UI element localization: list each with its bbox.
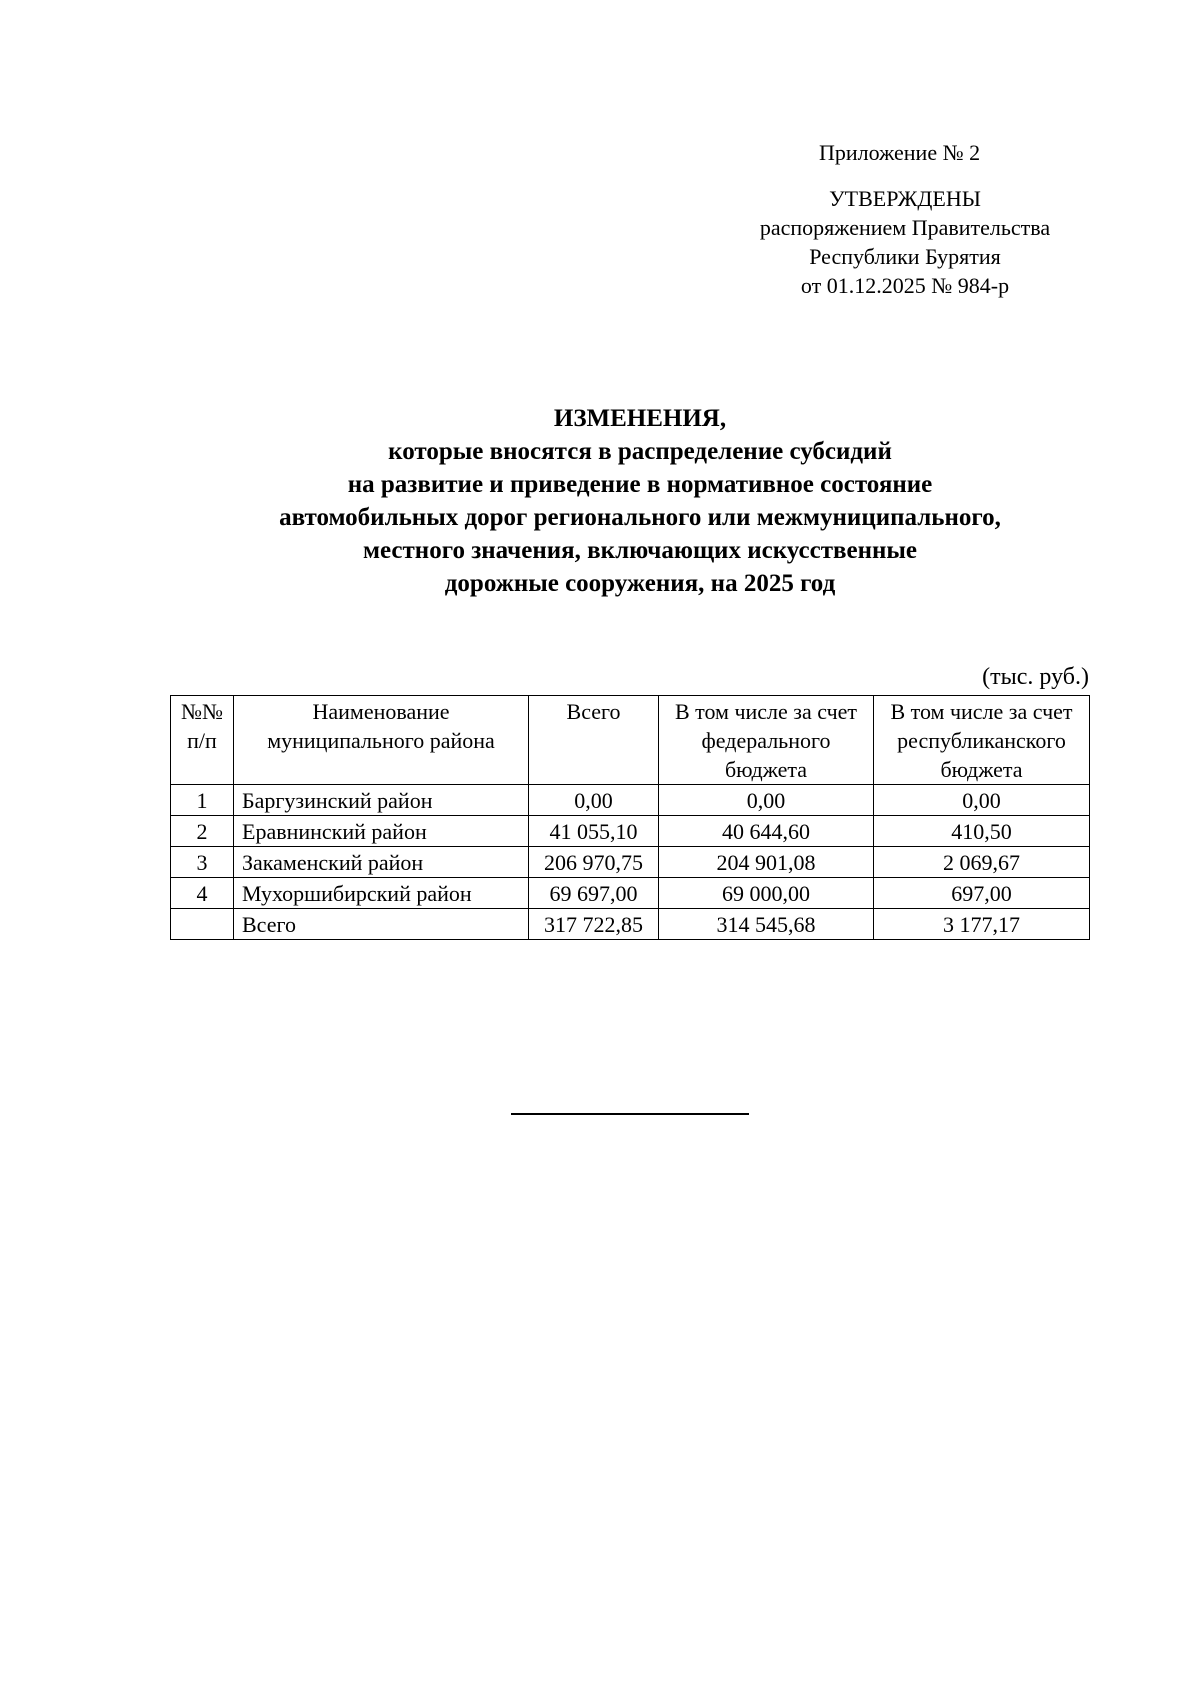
title-line-1: ИЗМЕНЕНИЯ, [553,405,727,432]
units-label: (тыс. руб.) [982,664,1089,690]
federal-value: 314 545,68 [659,909,874,940]
table-row [171,878,1090,909]
table-total-row [171,909,1090,940]
row-number: 1 [171,785,234,816]
title-line-2: которые вносятся в распределение субсидий [388,438,892,465]
subsidy-distribution-table [170,695,1090,940]
approved-label: УТВЕРЖДЕНЫ [829,186,981,211]
table-header-row [171,696,1090,785]
title-line-6: дорожные сооружения, на 2025 год [444,570,836,597]
federal-value: 40 644,60 [659,816,874,847]
total-value: 41 055,10 [529,816,659,847]
district-name: Закаменский район [234,847,529,878]
header-federal-budget: В том числе за счет федерального бюджета [659,696,874,785]
header-district-name: Наименование муниципального района [234,696,529,785]
table-row [171,785,1090,816]
total-value: 206 970,75 [529,847,659,878]
federal-value: 69 000,00 [659,878,874,909]
approval-order-line: распоряжением Правительства [759,215,1051,240]
total-value: 69 697,00 [529,878,659,909]
district-name: Еравнинский район [234,816,529,847]
federal-value: 204 901,08 [659,847,874,878]
row-number [171,909,234,940]
header-total: Всего [529,696,659,785]
row-number: 3 [171,847,234,878]
republic-value: 0,00 [874,785,1090,816]
approval-government-line: Республики Бурятия [809,244,1001,269]
document-title [140,402,1140,600]
republic-value: 410,50 [874,816,1090,847]
approval-date-line: от 01.12.2025 № 984-р [800,273,1010,298]
district-name: Баргузинский район [234,785,529,816]
table-row [171,816,1090,847]
header-number: №№ п/п [171,696,234,785]
title-line-5: местного значения, включающих искусственные [363,537,917,564]
table-row [171,847,1090,878]
document-end-line [511,1113,749,1115]
row-number: 2 [171,816,234,847]
total-label: Всего [234,909,529,940]
approval-block [735,138,1075,300]
federal-value: 0,00 [659,785,874,816]
republic-value: 697,00 [874,878,1090,909]
appendix-number: Приложение № 2 [819,140,981,165]
republic-value: 3 177,17 [874,909,1090,940]
total-value: 0,00 [529,785,659,816]
header-republic-budget: В том числе за счет республиканского бюджета [874,696,1090,785]
republic-value: 2 069,67 [874,847,1090,878]
title-line-3: на развитие и приведение в нормативное состояние [347,471,933,498]
total-value: 317 722,85 [529,909,659,940]
title-line-4: автомобильных дорог регионального или межмуниципального, [279,504,1001,531]
row-number: 4 [171,878,234,909]
district-name: Мухоршибирский район [234,878,529,909]
